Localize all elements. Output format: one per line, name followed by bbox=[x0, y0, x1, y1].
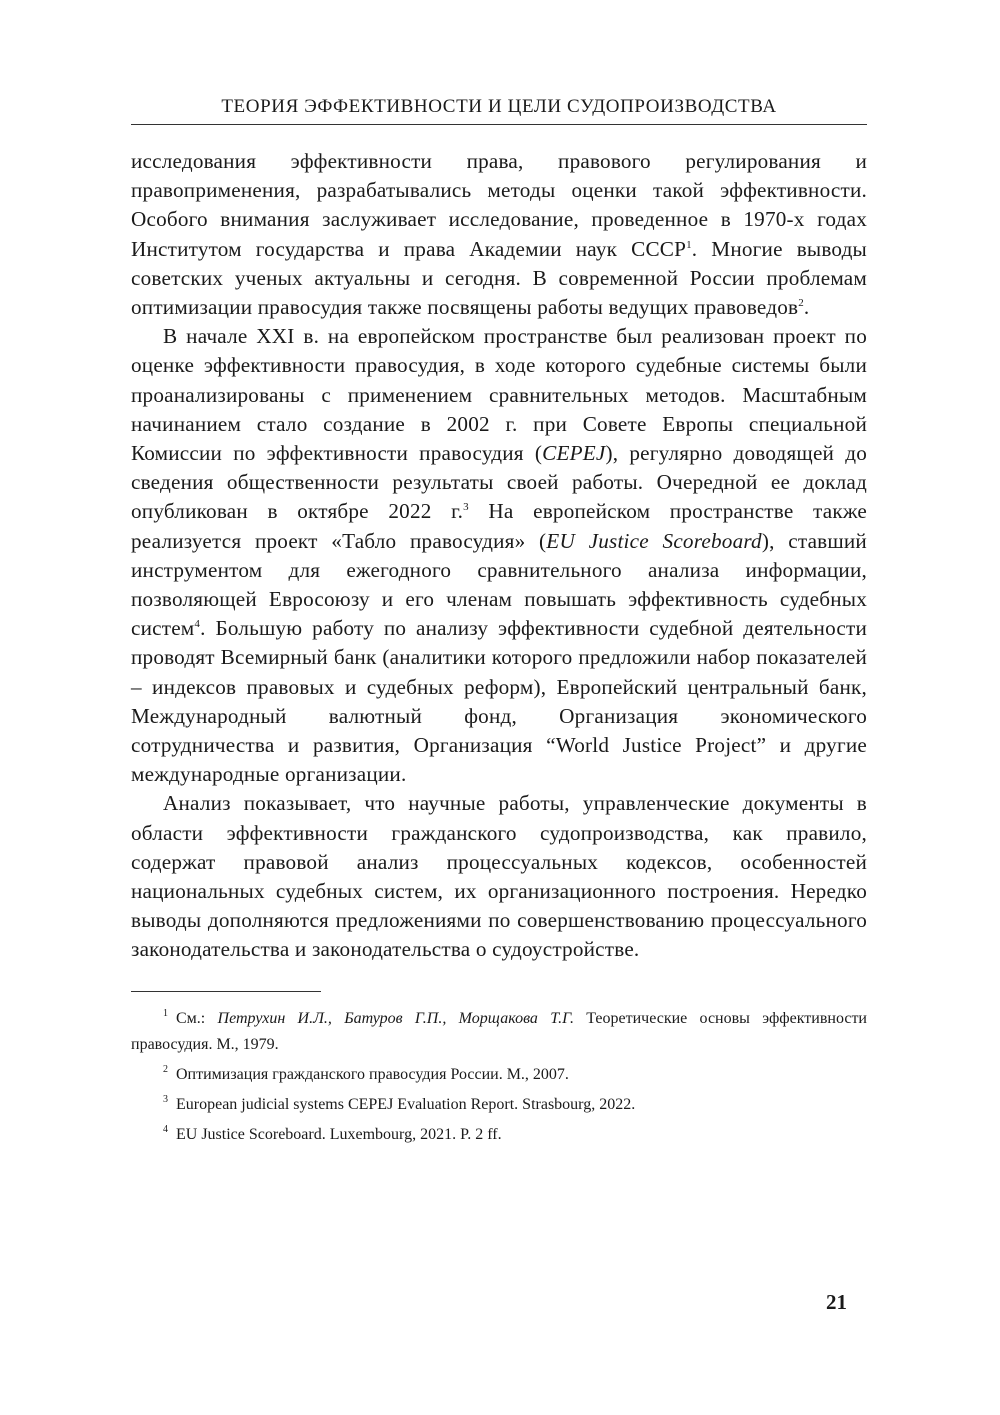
footnote-mark-2: 2 bbox=[163, 1064, 168, 1076]
footnote-1 bbox=[131, 1006, 867, 1058]
paragraph-2-text-d: ), ставший инструментом для ежегодного сравнительного анализа информации, позволяющей Евросоюзу и его членам повышать эффективность судебных систем bbox=[131, 528, 867, 641]
paragraph-2-text-c: На европейском пространстве также реализуется проект «Табло правосудия» ( bbox=[131, 499, 868, 553]
paragraph-3 bbox=[131, 789, 867, 964]
footnotes bbox=[131, 1006, 867, 1148]
paragraph-2-text-b: ), регулярно доводящей до сведения общественности результаты своей работы. Очередной ее доклад опубликован в октябре 2022 г. bbox=[131, 441, 867, 524]
paragraph-2-italic-cepej: CEPEJ bbox=[542, 441, 606, 466]
body-text bbox=[131, 147, 867, 965]
footnote-4 bbox=[131, 1122, 867, 1148]
paragraph-3-text-a: Анализ показывает, что научные работы, управленческие документы в области эффективности гражданского судопроизводства, как правило, содержат правовой анализ процессуальных кодексов, особенностей национальных судебных систем, их организационного построения. Нередко выводы дополняются предложениями по совершенствованию процессуального законодательства и законодательства о судоустройстве. bbox=[131, 791, 867, 962]
footnote-2 bbox=[131, 1062, 867, 1088]
page-number: 21 bbox=[826, 1290, 847, 1314]
footnote-ref-4: 4 bbox=[194, 618, 201, 631]
paragraph-2-text-e: . Большую работу по анализу эффективности судебной деятельности проводят Всемирный банк (аналитики которого предложили набор показателей – индексов правовых и судебных реформ), Европейский центральный банк, Международный валютный фонд, Организация экономического сотрудничества и развития, Организация “World Justice Project” и другие международные организации. bbox=[131, 616, 867, 787]
footnote-1-authors: Петрухин И.Л., Батуров Г.П., Морщакова Т.Г. bbox=[217, 1009, 574, 1027]
footnote-divider bbox=[131, 991, 321, 992]
footnote-mark-4: 4 bbox=[163, 1124, 168, 1136]
book-page bbox=[131, 96, 867, 1152]
footnote-ref-2: 2 bbox=[798, 296, 804, 309]
paragraph-1-text-c: . bbox=[803, 295, 810, 320]
footnote-mark-3: 3 bbox=[163, 1094, 168, 1106]
paragraph-1-text-b: . Многие выводы советских ученых актуальны и сегодня. В современной России проблемам оптимизации правосудия также посвящены работы ведущих правоведов bbox=[131, 236, 867, 320]
paragraph-2 bbox=[131, 322, 867, 789]
running-head: ТЕОРИЯ ЭФФЕКТИВНОСТИ И ЦЕЛИ СУДОПРОИЗВОДСТВА bbox=[131, 96, 867, 125]
footnote-1-prefix: См.: bbox=[176, 1009, 218, 1027]
footnote-mark-1: 1 bbox=[163, 1008, 168, 1020]
paragraph-2-italic-scoreboard: EU Justice Scoreboard bbox=[546, 528, 762, 553]
footnote-ref-3: 3 bbox=[463, 501, 469, 514]
paragraph-2-text-a: В начале XXI в. на европейском пространстве был реализован проект по оценке эффективности правосудия, в ходе которого судебные системы были проанализированы с применением сравнительных методов. Масштабным начинанием стало создание в 2002 г. при Совете Европы специальной Комиссии по эффективности правосудия ( bbox=[131, 324, 867, 466]
footnote-1-text: Теоретические основы эффективности правосудия. М., 1979. bbox=[131, 1009, 867, 1053]
footnote-3-text: European judicial systems CEPEJ Evaluation Report. Strasbourg, 2022. bbox=[176, 1095, 636, 1113]
paragraph-1 bbox=[131, 147, 867, 322]
footnote-3 bbox=[131, 1092, 867, 1118]
footnote-4-text: EU Justice Scoreboard. Luxembourg, 2021. P. 2 ff. bbox=[176, 1125, 502, 1143]
paragraph-1-text-a: исследования эффективности права, правового регулирования и правоприменения, разрабатывались методы оценки такой эффективности. Особого внимания заслуживает исследование, проведенное в 1970-х годах Институтом государства и права Академии наук СССР bbox=[131, 149, 867, 261]
footnote-ref-1: 1 bbox=[686, 238, 692, 251]
footnote-2-text: Оптимизация гражданского правосудия России. М., 2007. bbox=[176, 1065, 569, 1083]
